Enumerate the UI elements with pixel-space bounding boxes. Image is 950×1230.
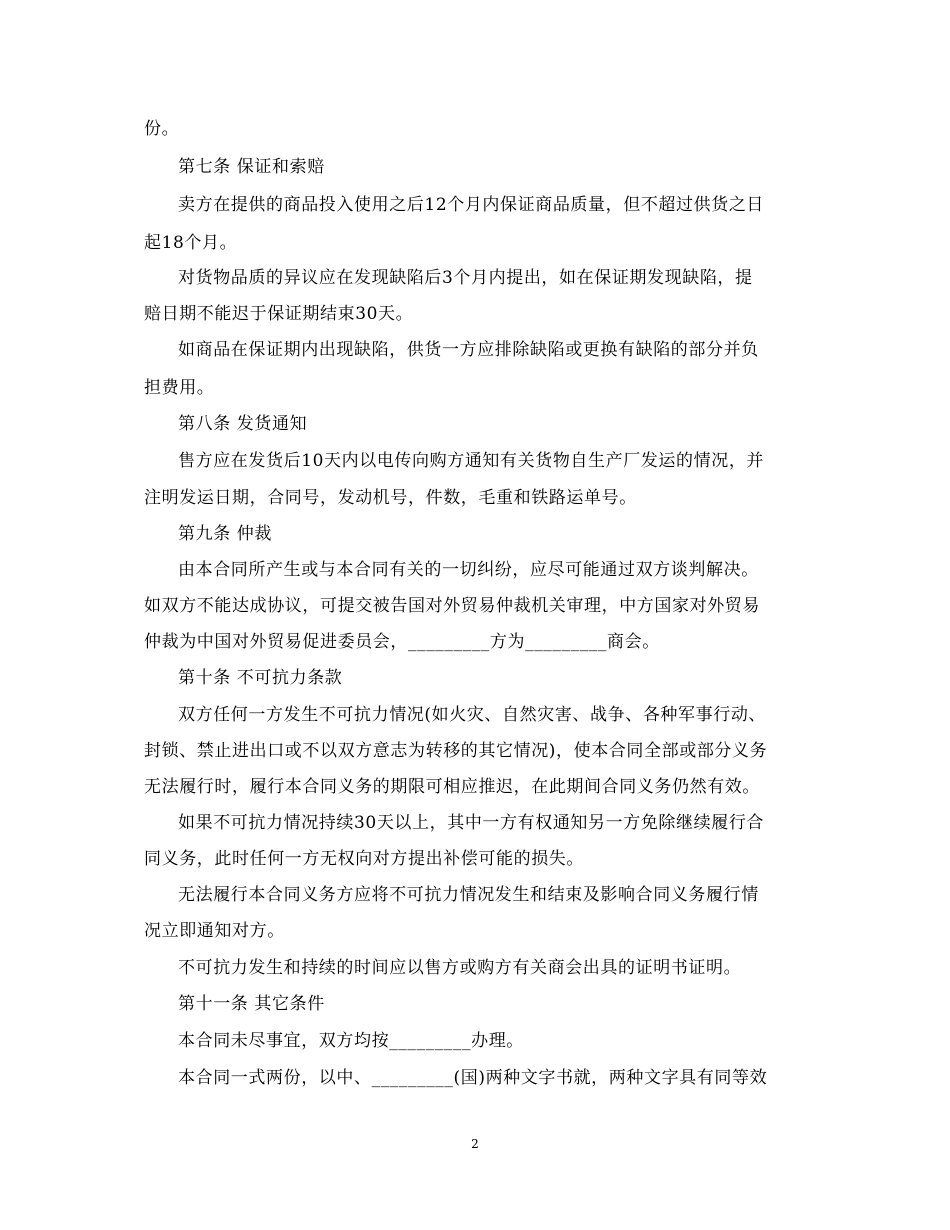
paragraph-line: 份。 (144, 119, 180, 139)
paragraph-line: 卖方在提供的商品投入使用之后12个月内保证商品质量，但不超过供货之日 (178, 195, 765, 215)
paragraph-line: 如双方不能达成协议，可提交被告国对外贸易仲裁机关审理，中方国家对外贸易 (144, 596, 760, 616)
paragraph-line: 如商品在保证期内出现缺陷，供货一方应排除缺陷或更换有缺陷的部分并负 (178, 340, 759, 360)
article-8-heading: 第八条 发货通知 (178, 414, 308, 434)
paragraph-line: 况立即通知对方。 (144, 921, 285, 941)
paragraph-line: 售方应在发货后10天内以电传向购方通知有关货物自生产厂发运的情况，并 (178, 451, 765, 471)
paragraph-line: 如果不可抗力情况持续30天以上，其中一方有权通知另一方免除继续履行合 (178, 813, 765, 833)
paragraph-line: 仲裁为中国对外贸易促进委员会，_________方为_________商会。 (144, 632, 660, 652)
paragraph-line: 担费用。 (144, 378, 215, 398)
paragraph-line: 本合同一式两份，以中、_________(国)两种文字书就，两种文字具有同等效 (178, 1068, 768, 1088)
paragraph-line: 赔日期不能迟于保证期结束30天。 (144, 304, 414, 324)
paragraph-line: 无法履行时，履行本合同义务的期限可相应推迟，在此期间合同义务仍然有效。 (144, 777, 760, 797)
paragraph-line: 不可抗力发生和持续的时间应以售方或购方有关商会出具的证明书证明。 (178, 958, 742, 978)
paragraph-line: 封锁、禁止进出口或不以双方意志为转移的其它情况)，使本合同全部或部分义务 (144, 741, 768, 761)
paragraph-line: 注明发运日期，合同号，发动机号，件数，毛重和铁路运单号。 (144, 488, 637, 508)
article-11-heading: 第十一条 其它条件 (178, 994, 325, 1014)
article-7-heading: 第七条 保证和索赔 (178, 157, 325, 177)
paragraph-line: 起18个月。 (144, 233, 238, 253)
paragraph-line: 由本合同所产生或与本合同有关的一切纠纷，应尽可能通过双方谈判解决。 (178, 560, 759, 580)
page-number: 2 (471, 1137, 479, 1151)
paragraph-line: 双方任何一方发生不可抗力情况(如火灾、自然灾害、战争、各种军事行动、 (178, 705, 767, 725)
article-10-heading: 第十条 不可抗力条款 (178, 668, 343, 688)
paragraph-line: 对货物品质的异议应在发现缺陷后3个月内提出，如在保证期发现缺陷，提 (178, 268, 753, 288)
article-9-heading: 第九条 仲裁 (178, 524, 273, 544)
paragraph-line: 本合同未尽事宜，双方均按_________办理。 (178, 1031, 524, 1051)
paragraph-line: 无法履行本合同义务方应将不可抗力情况发生和结束及影响合同义务履行情 (178, 885, 759, 905)
paragraph-line: 同义务，此时任何一方无权向对方提出补偿可能的损失。 (144, 849, 584, 869)
